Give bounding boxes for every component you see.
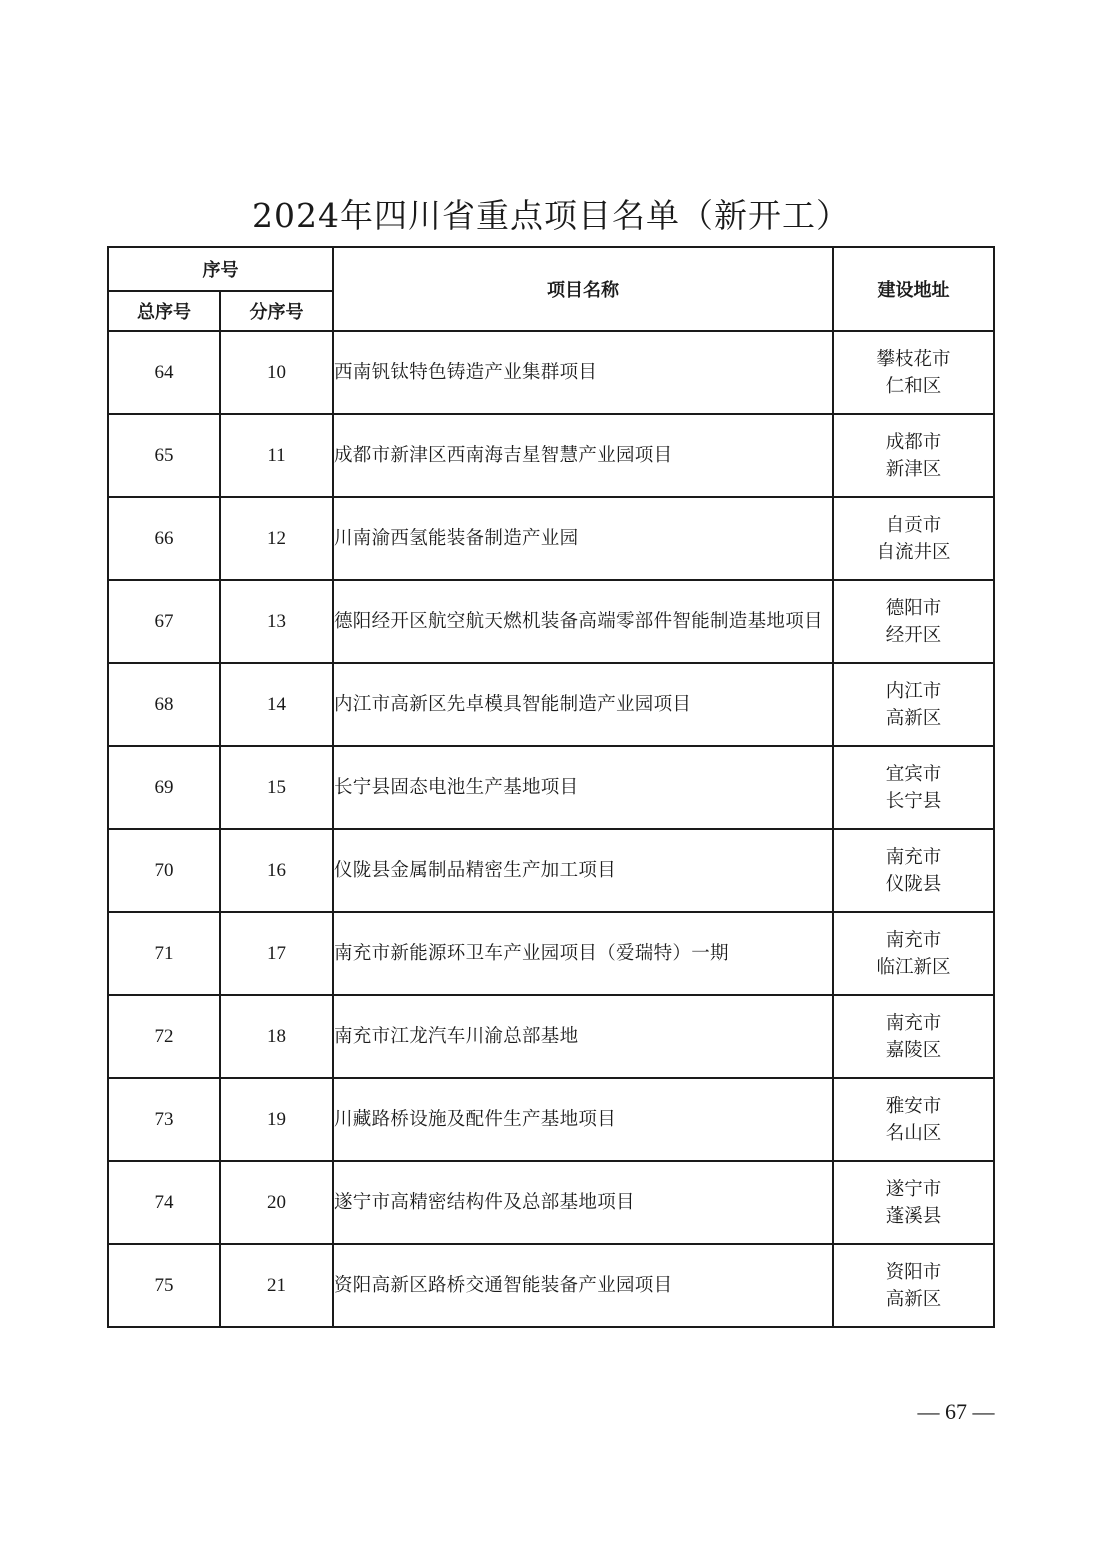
header-project-name: 项目名称 bbox=[333, 247, 833, 331]
address-district: 长宁县 bbox=[885, 790, 942, 812]
total-seq-cell: 70 bbox=[108, 829, 220, 912]
table-row bbox=[108, 912, 994, 995]
project-name-cell: 内江市高新区先卓模具智能制造产业园项目 bbox=[333, 663, 833, 746]
total-seq-cell: 72 bbox=[108, 995, 220, 1078]
address-district: 仪陇县 bbox=[885, 873, 942, 895]
address-city: 南充市 bbox=[885, 846, 942, 868]
address-district: 自流井区 bbox=[876, 541, 951, 563]
table-row bbox=[108, 995, 994, 1078]
sub-seq-cell: 20 bbox=[220, 1161, 333, 1244]
sub-seq-cell: 17 bbox=[220, 912, 333, 995]
sub-seq-cell: 12 bbox=[220, 497, 333, 580]
address-cell bbox=[833, 912, 994, 995]
address-district: 经开区 bbox=[885, 624, 942, 646]
address-district: 蓬溪县 bbox=[885, 1205, 942, 1227]
address-city: 宜宾市 bbox=[885, 763, 942, 785]
table-row bbox=[108, 1244, 994, 1327]
project-name-cell: 资阳高新区路桥交通智能装备产业园项目 bbox=[333, 1244, 833, 1327]
project-name-cell: 南充市江龙汽车川渝总部基地 bbox=[333, 995, 833, 1078]
table-row bbox=[108, 1161, 994, 1244]
table-row bbox=[108, 414, 994, 497]
project-name-cell: 德阳经开区航空航天燃机装备高端零部件智能制造基地项目 bbox=[333, 580, 833, 663]
project-name-cell: 西南钒钛特色铸造产业集群项目 bbox=[333, 331, 833, 414]
sub-seq-cell: 11 bbox=[220, 414, 333, 497]
total-seq-cell: 69 bbox=[108, 746, 220, 829]
sub-seq-cell: 14 bbox=[220, 663, 333, 746]
header-sequence-group: 序号 bbox=[108, 247, 333, 291]
total-seq-cell: 74 bbox=[108, 1161, 220, 1244]
address-city: 南充市 bbox=[885, 929, 942, 951]
address-cell bbox=[833, 1244, 994, 1327]
address-city: 攀枝花市 bbox=[876, 348, 951, 370]
address-cell bbox=[833, 1161, 994, 1244]
project-name-cell: 南充市新能源环卫车产业园项目（爱瑞特）一期 bbox=[333, 912, 833, 995]
address-cell bbox=[833, 497, 994, 580]
sub-seq-cell: 18 bbox=[220, 995, 333, 1078]
address-city: 南充市 bbox=[885, 1012, 942, 1034]
address-city: 成都市 bbox=[885, 431, 942, 453]
table-row bbox=[108, 746, 994, 829]
sub-seq-cell: 19 bbox=[220, 1078, 333, 1161]
total-seq-cell: 66 bbox=[108, 497, 220, 580]
address-city: 自贡市 bbox=[885, 514, 942, 536]
table-row bbox=[108, 331, 994, 414]
address-district: 嘉陵区 bbox=[885, 1039, 942, 1061]
header-address: 建设地址 bbox=[833, 247, 994, 331]
page-number: — 67 — bbox=[917, 1399, 995, 1424]
total-seq-cell: 73 bbox=[108, 1078, 220, 1161]
address-city: 内江市 bbox=[885, 680, 942, 702]
address-district: 临江新区 bbox=[876, 956, 951, 978]
project-name-cell: 川南渝西氢能装备制造产业园 bbox=[333, 497, 833, 580]
total-seq-cell: 75 bbox=[108, 1244, 220, 1327]
sub-seq-cell: 13 bbox=[220, 580, 333, 663]
address-district: 名山区 bbox=[885, 1122, 942, 1144]
table-row bbox=[108, 580, 994, 663]
address-cell bbox=[833, 414, 994, 497]
address-cell bbox=[833, 331, 994, 414]
project-name-cell: 川藏路桥设施及配件生产基地项目 bbox=[333, 1078, 833, 1161]
page-title: 2024年四川省重点项目名单（新开工） bbox=[252, 196, 850, 235]
header-total-seq: 总序号 bbox=[108, 291, 220, 331]
total-seq-cell: 64 bbox=[108, 331, 220, 414]
total-seq-cell: 71 bbox=[108, 912, 220, 995]
table-row bbox=[108, 1078, 994, 1161]
address-cell bbox=[833, 580, 994, 663]
address-city: 遂宁市 bbox=[885, 1178, 942, 1200]
project-name-cell: 成都市新津区西南海吉星智慧产业园项目 bbox=[333, 414, 833, 497]
address-city: 德阳市 bbox=[885, 597, 942, 619]
address-cell bbox=[833, 746, 994, 829]
address-cell bbox=[833, 1078, 994, 1161]
address-cell bbox=[833, 995, 994, 1078]
project-name-cell: 长宁县固态电池生产基地项目 bbox=[333, 746, 833, 829]
total-seq-cell: 67 bbox=[108, 580, 220, 663]
sub-seq-cell: 21 bbox=[220, 1244, 333, 1327]
address-city: 资阳市 bbox=[885, 1261, 942, 1283]
total-seq-cell: 65 bbox=[108, 414, 220, 497]
address-cell bbox=[833, 663, 994, 746]
header-sub-seq: 分序号 bbox=[220, 291, 333, 331]
address-city: 雅安市 bbox=[885, 1095, 942, 1117]
project-name-cell: 仪陇县金属制品精密生产加工项目 bbox=[333, 829, 833, 912]
table-row bbox=[108, 829, 994, 912]
project-name-cell: 遂宁市高精密结构件及总部基地项目 bbox=[333, 1161, 833, 1244]
sub-seq-cell: 10 bbox=[220, 331, 333, 414]
address-cell bbox=[833, 829, 994, 912]
address-district: 仁和区 bbox=[885, 375, 942, 397]
sub-seq-cell: 15 bbox=[220, 746, 333, 829]
address-district: 高新区 bbox=[885, 707, 942, 729]
address-district: 高新区 bbox=[885, 1288, 942, 1310]
table-row bbox=[108, 497, 994, 580]
total-seq-cell: 68 bbox=[108, 663, 220, 746]
project-table bbox=[107, 246, 995, 1328]
address-district: 新津区 bbox=[885, 458, 942, 480]
sub-seq-cell: 16 bbox=[220, 829, 333, 912]
table-row bbox=[108, 663, 994, 746]
